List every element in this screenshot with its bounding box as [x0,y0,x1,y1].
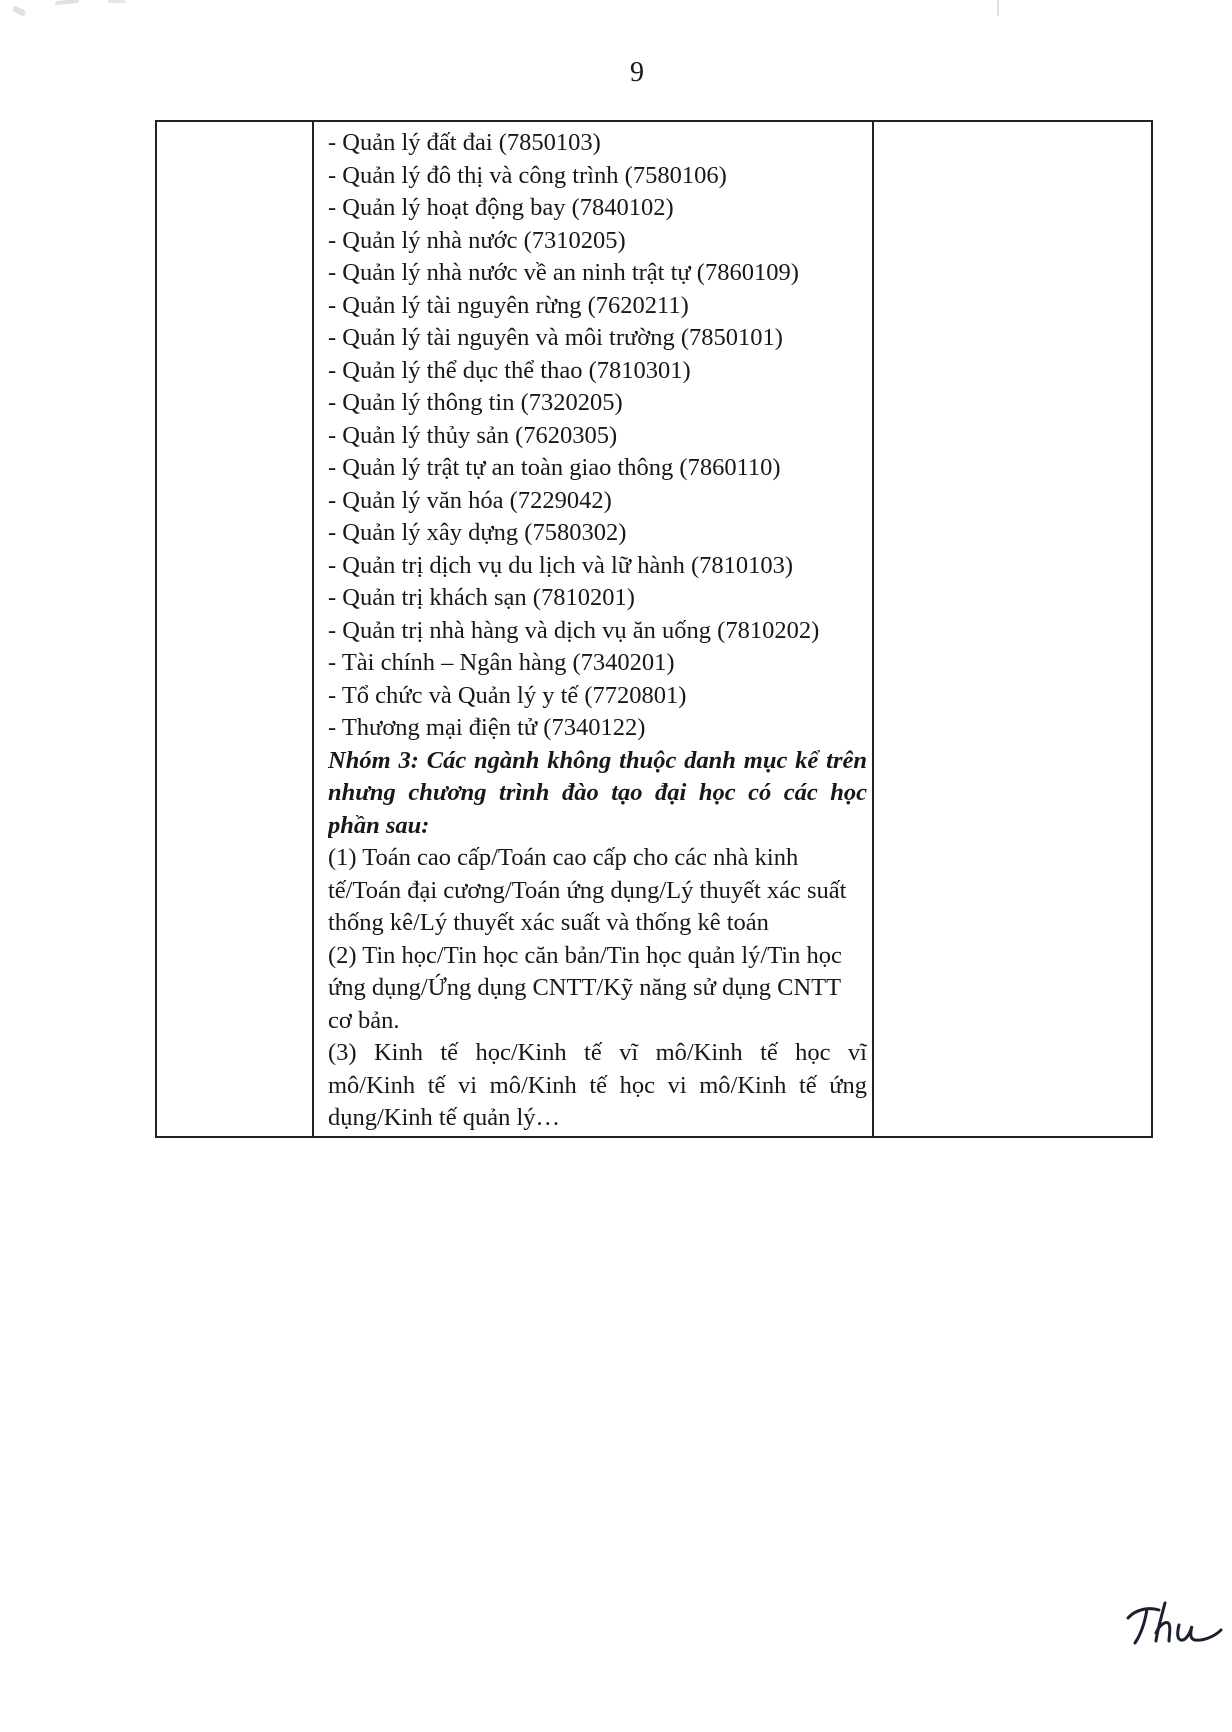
table-text-line: - Quản lý thông tin (7320205) [328,389,623,416]
table-text-line: - Quản trị dịch vụ du lịch và lữ hành (7810103) [328,551,794,579]
table-middle-cell [314,122,874,1136]
table-text-line: - Quản lý văn hóa (7229042) [328,486,612,514]
table-text-line: dụng/Kinh tế quản lý… [328,1104,561,1131]
table-left-cell [157,122,314,1136]
table-text-line: - Quản lý đất đai (7850103) [328,129,601,156]
scan-smudge [11,5,26,17]
table-text-line: - Quản lý tài nguyên và môi trường (7850101) [328,324,783,351]
table-text-line: - Tài chính – Ngân hàng (7340201) [328,649,675,676]
table-right-cell [874,122,1151,1136]
table-text-line: (3) Kinh tế học/Kinh tế vĩ mô/Kinh tế học vĩ [328,1039,867,1066]
table-text-line: - Quản lý trật tự an toàn giao thông (7860110) [328,454,781,481]
table-text-line: cơ bản. [328,1006,400,1034]
table-text-line: - Quản lý thủy sản (7620305) [328,421,618,449]
table-text-line: tế/Toán đại cương/Toán ứng dụng/Lý thuyết xác suất [328,876,847,904]
table-text-line: (1) Toán cao cấp/Toán cao cấp cho các nhà kinh [328,844,799,871]
page-number: 9 [630,57,644,88]
table-text-line: - Quản trị khách sạn (7810201) [328,584,635,611]
handwritten-signature [1122,1596,1226,1654]
scan-smudge [997,0,999,16]
table-text-line: - Quản lý tài nguyên rừng (7620211) [328,291,689,319]
table-text-line: - Tổ chức và Quản lý y tế (7720801) [328,681,687,709]
table-text-line: Nhóm 3: Các ngành không thuộc danh mục kể trên [328,746,867,774]
table-text-line: - Quản lý xây dựng (7580302) [328,519,627,546]
table-text-line: - Quản lý hoạt động bay (7840102) [328,194,674,221]
table-text-line: thống kê/Lý thuyết xác suất và thống kê toán [328,909,769,936]
scan-smudge [108,0,126,3]
table-text-line: - Quản lý đô thị và công trình (7580106) [328,161,727,189]
table-text-line: (2) Tin học/Tin học căn bản/Tin học quản lý/Tin học [328,941,842,969]
scan-smudge [55,0,79,5]
table-text-line: mô/Kinh tế vi mô/Kinh tế học vi mô/Kinh tế ứng [328,1071,867,1099]
table-text-line: - Quản lý nhà nước về an ninh trật tự (7860109) [328,259,799,286]
table-text-line: - Quản lý thể dục thể thao (7810301) [328,356,691,384]
table-text-line: - Quản lý nhà nước (7310205) [328,226,626,254]
table-text-line: ứng dụng/Ứng dụng CNTT/Kỹ năng sử dụng CNTT [328,974,842,1001]
table-text-line: phần sau: [328,811,430,839]
content-table [155,120,1153,1138]
table-text-line: - Thương mại điện tử (7340122) [328,714,646,741]
table-text-line: nhưng chương trình đào tạo đại học có các học [328,779,867,806]
table-text-line: - Quản trị nhà hàng và dịch vụ ăn uống (7810202) [328,616,820,644]
